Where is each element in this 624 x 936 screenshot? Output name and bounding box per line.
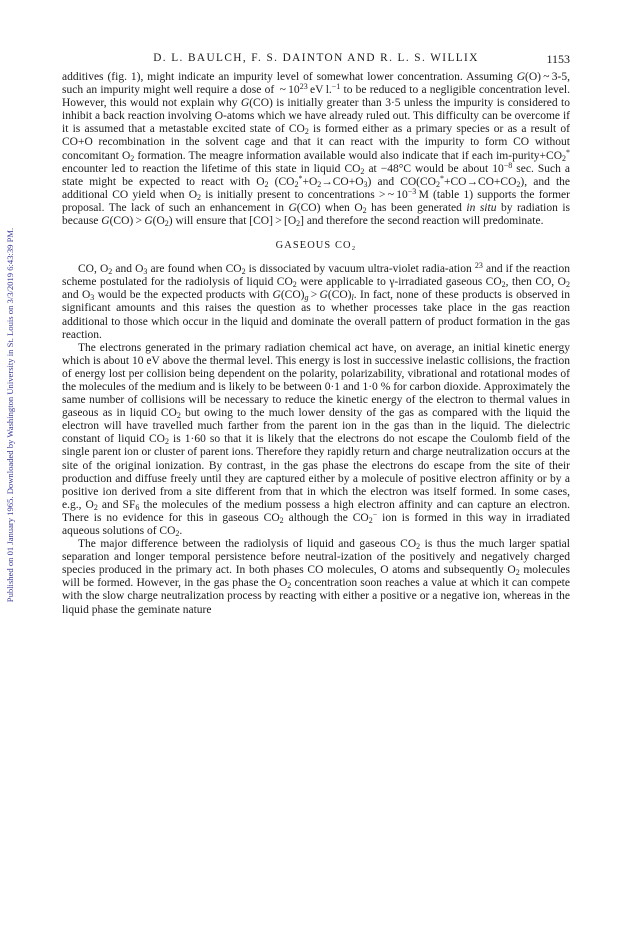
page-number: 1153 (546, 52, 570, 66)
paragraph-additives: additives (fig. 1), might indicate an impurity level of somewhat lower concentration. Assuming G(O) ~ 3-5, such an impurity might well require a dose of ~ $10^{23}$ eV l.$^{-1}$ to be reduced to a negligible concentration level. However, this would not explain why G(CO) is initially greater than 3·5 unless the impurity is considered to inhibit a back reaction involving O-atoms which we have already ruled out. This difficulty can be overcome if it is assumed that a metastable excited state of $CO_2$ is formed either as a primary species or as a result of CO+O recombination in the solvent cage and that it can react with the impurity to form CO without concomitant $O_2$ formation. The meagre information available would also indicate that if each $im-purity+CO_2^*$ encounter led to reaction the lifetime of this state in liquid $CO_2$ at −48°C would be about $10^{-8}$ sec. Such a state might be expected to react with $O_2$ $(CO_2^*+O_2\to CO+O_3)$ and $CO(CO_2^*+CO\to CO+CO_2)$, and the additional CO yield when $O_2$ is initially present to concentrations > ~ $10^{-3}$ M (table 1) supports the former proposal. The lack of such an enhancement in G(CO) when $O_2$ has been generated in situ by radiation is because $G(CO) > G(O_2)$ will ensure that $[CO] > [O_2]$ and therefore the second reaction will predominate. (62, 71, 571, 229)
article-body (62, 71, 570, 617)
running-header (62, 52, 570, 68)
paragraph-major-difference: The major difference between the radiolysis of liquid and gaseous $CO_2$ is thus the much larger spatial separation and longer temporal persistence before neutral-ization of the positively and negatively charged species produced in the primary act. In both phases CO molecules, O atoms and subsequently $O_2$ molecules will be formed. However, in the gas phase the $O_2$ concentration soon reaches a value at which it can compete with the slow charge neutralization process by reacting with either a positive or a negative ion, whereas in the liquid phase the geminate nature (62, 538, 570, 616)
paragraph-electrons: The electrons generated in the primary radiation chemical act have, on average, an initial kinetic energy which is about 10 eV above the thermal level. This energy is lost in successive inelastic collisions, the fraction of energy lost per collision being dependent on the polarity, polarizability, vibrational and rotational modes of the molecules of the medium and is likely to be between 0·1 and 1·0 % for carbon dioxide. Approximately the same number of collisions will be necessary to reduce the kinetic energy of the electron to thermal values in gaseous as in liquid $CO_2$ but owing to the much lower density of the gas as compared with the liquid the electron will have travelled much farther from the parent ion in the gas than in the liquid. The dielectric constant of liquid $CO_2$ is 1·60 so that it is likely that the electrons do not escape the Coulomb field of the single parent ion or cluster of parent ions. Therefore they rapidly return and charge neutralization occurs at the site of the original ionization. By contrast, in the gas phase the electrons do escape from the site of their production and diffuse freely until they are captured either by a molecule of positive electron affinity or by a positive ion derived from a site different from that in which the electron was itself formed. In some cases, e.g., $O_2$ and $SF_6$ the molecules of the medium possess a high electron affinity and can capture an electron. There is no evidence for this in gaseous $CO_2$ although the $CO_2^-$ ion is formed in this way in irradiated aqueous solutions of $CO_2$. (62, 341, 571, 538)
header-authors: D. L. BAULCH, F. S. DAINTON AND R. L. S. WILLIX (153, 52, 479, 64)
download-notice-text: Published on 01 January 1965. Downloaded by Washington University in St. Louis on 3/3/2019 6:43:39 PM. (5, 227, 15, 603)
download-notice (2, 130, 18, 700)
paragraph-gaseous: CO, $O_2$ and $O_3$ are found when $CO_2$ is dissociated by vacuum ultra-violet radia-ation $^{23}$ and if the reaction scheme postulated for the radiolysis of liquid $CO_2$ were applicable to γ-irradiated gaseous $CO_2$, then CO, $O_2$ and $O_3$ would be the expected products with $G(CO)_g > G(CO)_l$. In fact, none of these products is observed in significant amounts and this raises the question as to whether processes take place in the gas reaction additional to those which occur in the liquid and dominate the overall pattern of product formation in the gas reaction. (62, 261, 570, 341)
section-heading: GASEOUS CO₂ (275, 240, 357, 252)
